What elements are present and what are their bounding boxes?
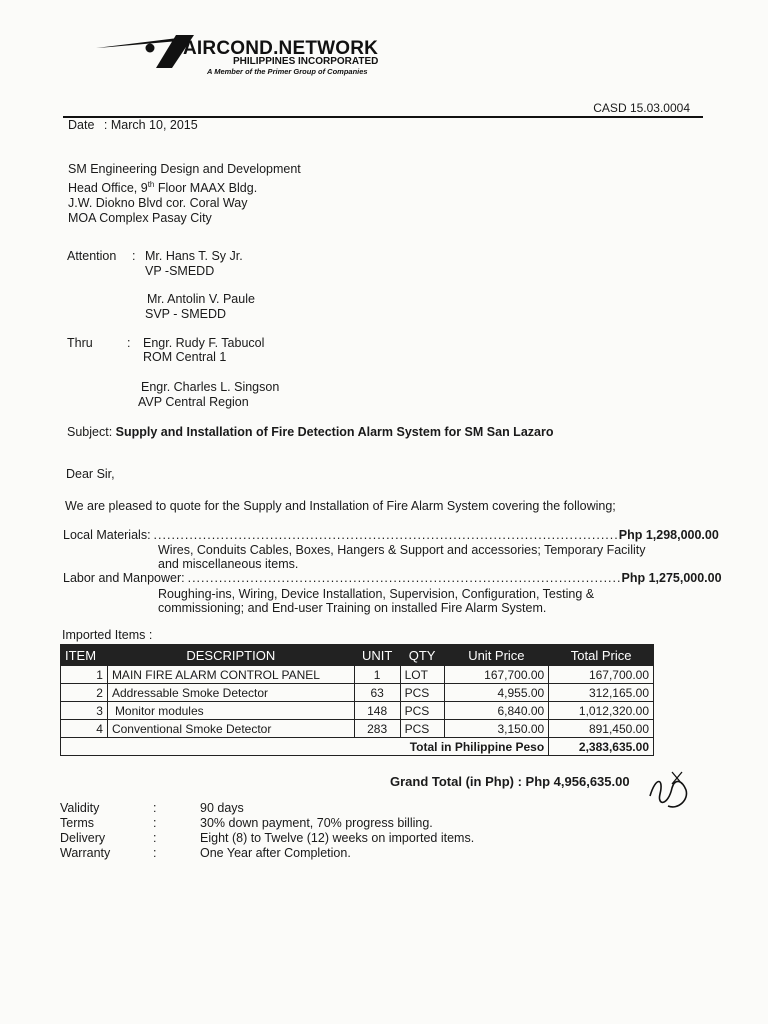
cell-unit: 63 [354, 684, 400, 702]
salutation: Dear Sir, [66, 467, 115, 481]
terms-label: Validity [60, 801, 100, 815]
terms-row [60, 846, 474, 861]
date-label: Date [68, 118, 95, 132]
company-name: AIRCOND.NETWORK [183, 38, 379, 59]
table-header-row [61, 645, 654, 666]
subject-line [67, 425, 553, 440]
terms-colon: : [153, 801, 157, 815]
table-row [61, 666, 654, 684]
table-row [61, 684, 654, 702]
addressee-line: SM Engineering Design and Development [68, 162, 301, 176]
date-value: : March 10, 2015 [103, 118, 198, 132]
attention-person2-name: Mr. Antolin V. Paule [147, 292, 255, 306]
local-materials-amount: Php 1,298,000.00 [618, 528, 719, 542]
terms-value: Eight (8) to Twelve (12) weeks on imported items. [200, 831, 475, 845]
cell-qty: LOT [400, 666, 444, 684]
terms-label: Terms [60, 816, 95, 830]
cell-total: 167,700.00 [549, 666, 654, 684]
table-row [61, 702, 654, 720]
leader-dots: ........................................................................................................ [153, 528, 619, 542]
cell-item: 4 [61, 720, 108, 738]
intro-text: We are pleased to quote for the Supply and Installation of Fire Alarm System covering the following; [65, 499, 616, 513]
grand-total: Grand Total (in Php) : Php 4,956,635.00 [390, 774, 630, 789]
cell-total: 312,165.00 [549, 684, 654, 702]
cell-item: 1 [61, 666, 108, 684]
company-subtitle: PHILIPPINES INCORPORATED [233, 56, 379, 67]
cell-description: Conventional Smoke Detector [107, 720, 354, 738]
cell-description: Monitor modules [107, 702, 354, 720]
thru-person2-title: AVP Central Region [138, 395, 249, 409]
cell-qty: PCS [400, 702, 444, 720]
thru-person1-name: Engr. Rudy F. Tabucol [143, 336, 265, 350]
local-materials-label: Local Materials: [63, 528, 151, 542]
attention-person1-name: Mr. Hans T. Sy Jr. [145, 249, 243, 263]
labor-desc: commissioning; and End-user Training on installed Fire Alarm System. [158, 601, 547, 615]
addressee-line2-pre: Head Office, 9 [68, 181, 148, 196]
cell-description: MAIN FIRE ALARM CONTROL PANEL [107, 666, 354, 684]
terms-value: 90 days [200, 801, 244, 815]
total-value: 2,383,635.00 [549, 738, 654, 756]
subject-text: Supply and Installation of Fire Detection Alarm System for SM San Lazaro [115, 425, 554, 439]
terms-row [60, 831, 474, 846]
addressee-line: MOA Complex Pasay City [68, 211, 212, 226]
signature-icon [642, 766, 692, 816]
terms-label: Delivery [60, 831, 106, 845]
thru-colon: : [127, 336, 131, 350]
cell-unit: 1 [354, 666, 400, 684]
cell-unit-price: 4,955.00 [444, 684, 549, 702]
leader-dots: ................................................................................................. [187, 571, 622, 585]
addressee-line: J.W. Diokno Blvd cor. Coral Way [68, 196, 248, 211]
imported-items-table [60, 644, 654, 756]
terms-row [60, 816, 474, 831]
cell-item: 3 [61, 702, 108, 720]
thru-label: Thru [67, 336, 93, 350]
terms-colon: : [153, 846, 157, 860]
cell-qty: PCS [400, 720, 444, 738]
header-item: ITEM [61, 645, 108, 666]
terms-row [60, 801, 474, 816]
attention-person1-title: VP -SMEDD [145, 264, 215, 278]
table-row [61, 720, 654, 738]
terms-colon: : [153, 831, 157, 845]
local-materials-line [63, 528, 719, 543]
header-qty: QTY [400, 645, 444, 666]
header-description: DESCRIPTION [107, 645, 354, 666]
attention-label: Attention [67, 249, 117, 263]
cell-unit: 148 [354, 702, 400, 720]
cell-total: 1,012,320.00 [549, 702, 654, 720]
cell-unit-price: 6,840.00 [444, 702, 549, 720]
addressee-line2-sup: th [147, 180, 155, 189]
date-line [68, 118, 198, 133]
terms-label: Warranty [60, 846, 111, 860]
total-label: Total in Philippine Peso [61, 738, 549, 756]
cell-unit-price: 3,150.00 [444, 720, 549, 738]
imported-heading: Imported Items : [62, 628, 153, 642]
local-materials-desc: and miscellaneous items. [158, 557, 299, 571]
cell-total: 891,450.00 [549, 720, 654, 738]
terms-colon: : [153, 816, 157, 830]
cell-item: 2 [61, 684, 108, 702]
attention-person2-title: SVP - SMEDD [145, 307, 227, 321]
cell-unit-price: 167,700.00 [444, 666, 549, 684]
company-member-line: A Member of the Primer Group of Companies [207, 67, 368, 76]
reference-number: CASD 15.03.0004 [593, 101, 690, 115]
header-unit: UNIT [354, 645, 400, 666]
cell-description: Addressable Smoke Detector [107, 684, 354, 702]
cell-qty: PCS [400, 684, 444, 702]
addressee-line [68, 177, 301, 196]
local-materials-desc: Wires, Conduits Cables, Boxes, Hangers & Support and accessories; Temporary Facility [158, 543, 646, 557]
addressee-line2-post: Floor MAAX Bldg. [154, 181, 258, 196]
terms-value: One Year after Completion. [200, 846, 351, 860]
addressee-block [68, 162, 301, 226]
terms-block [60, 801, 474, 861]
labor-label: Labor and Manpower: [63, 571, 185, 585]
cell-unit: 283 [354, 720, 400, 738]
labor-desc: Roughing-ins, Wiring, Device Installation, Supervision, Configuration, Testing & [158, 587, 595, 601]
thru-person2-name: Engr. Charles L. Singson [141, 380, 280, 394]
letterhead [90, 28, 420, 80]
header-total-price: Total Price [549, 645, 654, 666]
attention-colon: : [132, 249, 136, 263]
table-total-row [61, 738, 654, 756]
subject-label: Subject: [67, 425, 113, 439]
labor-amount: Php 1,275,000.00 [621, 571, 722, 585]
thru-person1-title: ROM Central 1 [143, 350, 227, 364]
header-unit-price: Unit Price [444, 645, 549, 666]
terms-value: 30% down payment, 70% progress billing. [200, 816, 433, 830]
labor-line [63, 571, 722, 586]
